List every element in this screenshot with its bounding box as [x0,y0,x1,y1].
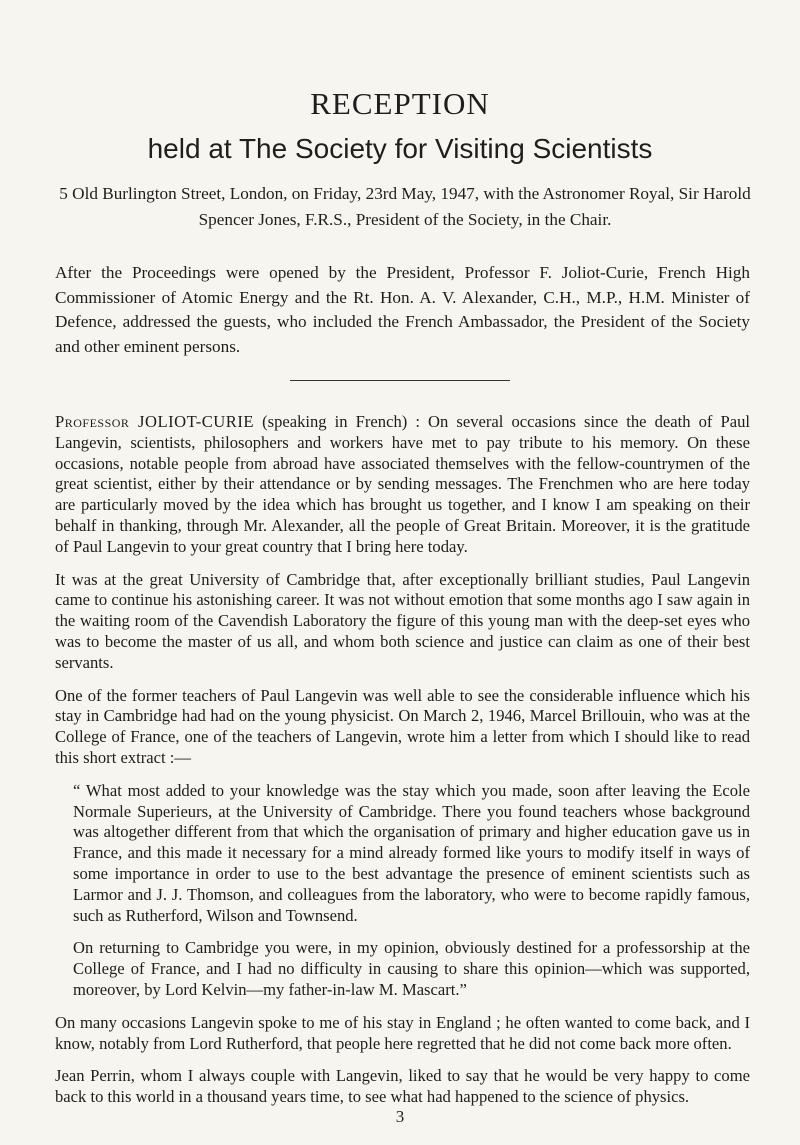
page-title: RECEPTION [310,86,490,121]
proceedings-paragraph: After the Proceedings were opened by the President, Professor F. Joliot-Curie, French High Commissioner of Atomic Energy and the Rt. Hon. A. V. Alexander, C.H., M.P., H.M. Minister of Defence, addressed the guests, who included the French Ambassador, the President of the Society and other eminent persons. [55,263,750,356]
quote-paragraph-2: On returning to Cambridge you were, in my opinion, obviously destined for a professorship at the College of France, and I had no difficulty in causing to share this opinion—which was supported, moreover, by Lord Kelvin—my father-in-law M. Mascart.” [73,938,750,999]
quote-paragraph-1: “ What most added to your knowledge was the stay which you made, soon after leaving the Ecole Normale Superieurs, at the University of Cambridge. There you found teachers whose background was altogether different from that which the organisation of primary and higher education gave us in France, and this made it necessary for a mind already formed like yours to modify itself in ways of some importance in order to use to the best advantage the presence of eminent scientists such as Larmor and J. J. Thomson, and colleagues from the laboratory, who were to become rapidly famous, such as Rutherford, Wilson and Townsend. [73,780,750,925]
section-divider [290,380,510,381]
speech-paragraph-1-text: (speaking in French) : On several occasions since the death of Paul Langevin, scientists, philosophers and workers have met to pay tribute to his memory. On these occasions, notable people from abroad have associated themselves with the fellow-countrymen of the great scientist, either by their attendance or by sending messages. The Frenchmen who are here today are particularly moved by the idea which has brought us together, and I know I am speaking on their behalf in thanking, through Mr. Alexander, all the people of Great Britain. Moreover, it is the gratitude of Paul Langevin to your great country that I bring here today. [55,412,750,556]
speech-paragraph-3: One of the former teachers of Paul Langevin was well able to see the considerable influence which his stay in Cambridge had had on the young physicist. On March 2, 1946, Marcel Brillouin, who was at the College of France, one of the teachers of Langevin, wrote him a letter from which I should like to read this short extract :— [55,685,750,767]
speech-body [55,412,750,1120]
page-number: 3 [395,1107,405,1126]
speech-paragraph-1 [55,412,750,558]
venue-paragraph: 5 Old Burlington Street, London, on Friday, 23rd May, 1947, with the Astronomer Royal, Sir Harold Spencer Jones, F.R.S., President of the Society, in the Chair. [59,184,751,229]
speaker-name: Professor JOLIOT-CURIE [55,412,255,431]
speech-paragraph-2: It was at the great University of Cambridge that, after exceptionally brilliant studies, Paul Langevin came to continue his astonishing career. It was not without emotion that some months ago I saw again in the waiting room of the Cavendish Laboratory the figure of this young man with the deep-set eyes who was to become the master of us all, and whom both science and justice can claim as one of their best servants. [55,569,750,672]
speech-paragraph-5: Jean Perrin, whom I always couple with Langevin, liked to say that he would be very happy to come back to this world in a thousand years time, to see what had happened to the science of physics. [55,1066,750,1107]
speech-paragraph-4: On many occasions Langevin spoke to me of his stay in England ; he often wanted to come back, and I know, notably from Lord Rutherford, that people here regretted that he did not come back more often. [55,1012,750,1053]
page-subtitle: held at The Society for Visiting Scientists [147,133,653,164]
